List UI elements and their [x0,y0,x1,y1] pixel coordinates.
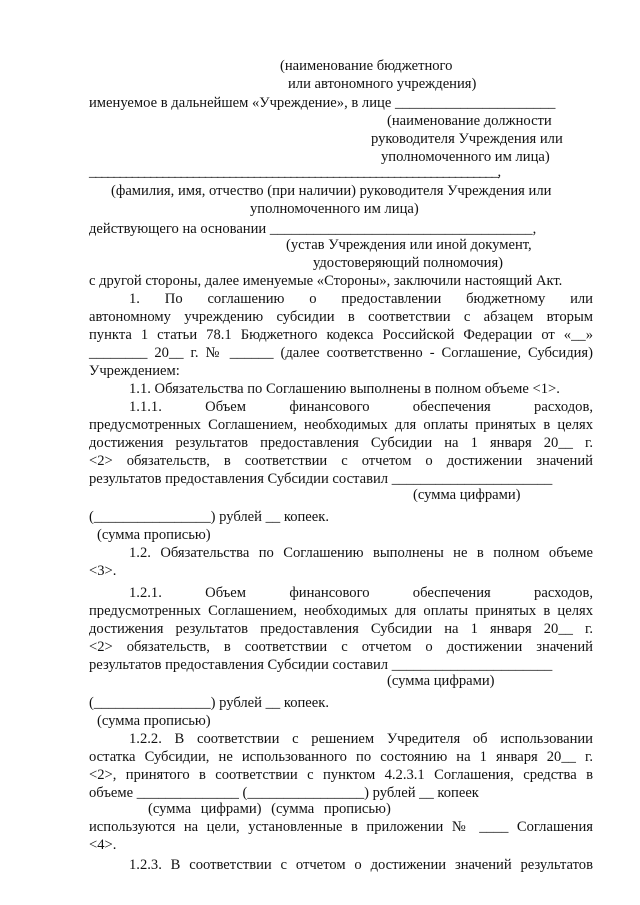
caption-position: уполномоченного им лица) [381,149,550,165]
text-line: остатка Субсидии, не использованного по состоянию на 1 января 20__ г. [89,749,593,765]
caption-basis: (устав Учреждения или иной документ, [286,237,532,253]
paragraph-1-2-1: 1.2.1. Объем финансового обеспечения расходов, [129,585,593,601]
caption-sum-digits: (сумма цифрами) [413,487,521,503]
paragraph-1-2-3: 1.2.3. В соответствии с отчетом о достижении значений результатов [129,857,593,873]
caption-position: руководителя Учреждения или [371,131,563,147]
caption-sum-words: (сумма прописью) [97,713,211,729]
paragraph-1-1: 1.1. Обязательства по Соглашению выполнены в полном объеме <1>. [129,381,560,397]
caption-institution-name: (наименование бюджетного [280,58,453,74]
text-line: Учреждением: [89,363,180,379]
caption-sum-words: (сумма прописью) [97,527,211,543]
text-line: <3>. [89,563,117,579]
text-line: пункта 1 статьи 78.1 Бюджетного кодекса Российской Федерации от «__» [89,327,593,343]
text-line: <2> обязательств, в соответствии с отчетом о достижении значений [89,453,593,469]
paragraph-1-2: 1.2. Обязательства по Соглашению выполнены не в полном объеме [129,545,593,561]
text-line: <2>, принятого в соответствии с пунктом 4.2.3.1 Соглашения, средства в [89,767,593,783]
text-line: <2> обязательств, в соответствии с отчетом о достижении значений [89,639,593,655]
paragraph-1-1-1: 1.1.1. Объем финансового обеспечения расходов, [129,399,593,415]
text-line: достижения результатов предоставления Субсидии на 1 января 20__ г. [89,621,593,637]
text-line: используются на цели, установленные в приложении № ____ Соглашения [89,819,593,835]
text-line-blank: ___________________________________________________________________, [89,164,500,180]
text-line: с другой стороны, далее именуемые «Стороны», заключили настоящий Акт. [89,273,563,289]
caption-sum: (сумма цифрами) (сумма прописью) [148,801,391,817]
text-line: предусмотренных Соглашением, необходимых для оплаты принятых в целях [89,603,593,619]
text-line: объеме ______________ (________________) рублей __ копеек [89,785,479,801]
text-line: именуемое в дальнейшем «Учреждение», в лице ______________________ [89,95,556,111]
text-line: (________________) рублей __ копеек. [89,509,329,525]
text-line: действующего на основании ____________________________________, [89,221,537,237]
paragraph-1: 1. По соглашению о предоставлении бюджетному или [129,291,593,307]
paragraph-1-2-2: 1.2.2. В соответствии с решением Учредителя об использовании [129,731,593,747]
caption-basis: удостоверяющий полномочия) [313,255,504,271]
text-line: автономному учреждению субсидии в соответствии с абзацем вторым [89,309,593,325]
text-line: результатов предоставления Субсидии составил ______________________ [89,471,553,487]
text-line: достижения результатов предоставления Субсидии на 1 января 20__ г. [89,435,593,451]
caption-sum-digits: (сумма цифрами) [387,673,495,689]
caption-position: (наименование должности [387,113,552,129]
text-line: <4>. [89,837,117,853]
caption-institution-name: или автономного учреждения) [288,76,477,92]
text-line: (________________) рублей __ копеек. [89,695,329,711]
text-line: предусмотренных Соглашением, необходимых для оплаты принятых в целях [89,417,593,433]
caption-fio: (фамилия, имя, отчество (при наличии) руководителя Учреждения или [111,183,552,199]
text-line: результатов предоставления Субсидии составил ______________________ [89,657,553,673]
text-line: ________ 20__ г. № ______ (далее соответственно - Соглашение, Субсидия) [89,345,593,361]
caption-fio: уполномоченного им лица) [250,201,419,217]
